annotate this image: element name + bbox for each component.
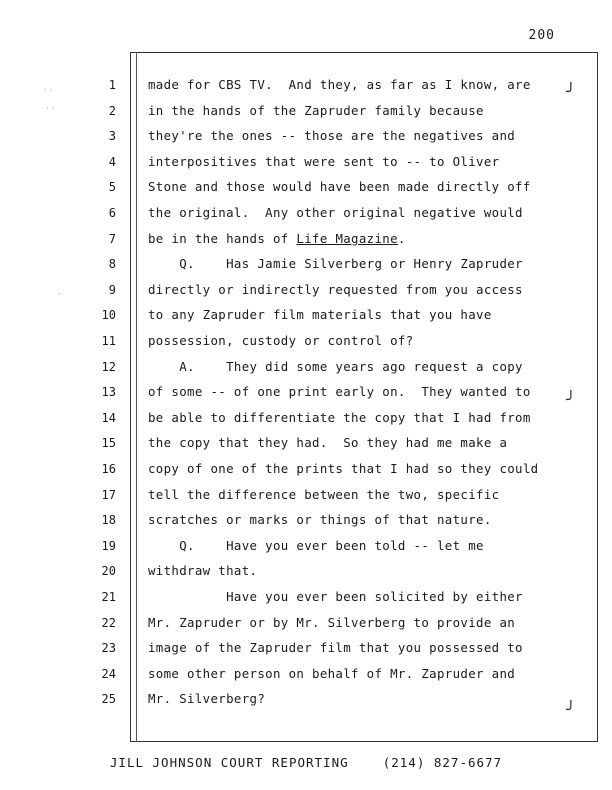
margin-check-icon: ╯ xyxy=(566,390,576,409)
line-number: 2 xyxy=(108,104,116,118)
scan-speck: · · xyxy=(44,86,53,96)
transcript-line: Mr. Silverberg? xyxy=(148,691,266,706)
transcript-line: to any Zapruder film materials that you have xyxy=(148,307,492,322)
transcript-line: directly or indirectly requested from you access xyxy=(148,282,523,297)
margin-check-icon: ╯ xyxy=(566,700,576,719)
transcript-line: the original. Any other original negative would xyxy=(148,205,523,220)
transcript-line: Mr. Zapruder or by Mr. Silverberg to provide an xyxy=(148,615,516,630)
line-number-rule xyxy=(136,52,137,742)
line-number: 17 xyxy=(101,488,116,502)
line-number: 24 xyxy=(101,667,116,681)
line-number: 14 xyxy=(101,411,116,425)
line-number: 23 xyxy=(101,641,116,655)
court-reporter-footer: JILL JOHNSON COURT REPORTING (214) 827-6677 xyxy=(109,755,503,770)
line-number: 11 xyxy=(101,334,116,348)
scan-speck: · xyxy=(58,290,61,300)
margin-check-icon: ╯ xyxy=(566,82,576,101)
transcript-line: tell the difference between the two, specific xyxy=(148,487,500,502)
transcript-line: image of the Zapruder film that you possessed to xyxy=(148,640,523,655)
transcript-line: the copy that they had. So they had me make a xyxy=(148,435,508,450)
line-number: 25 xyxy=(101,692,116,706)
transcript-line: Q. Have you ever been told -- let me xyxy=(148,538,484,553)
line-number: 13 xyxy=(101,385,116,399)
transcript-line-text: be in the hands of xyxy=(148,231,297,246)
line-number: 7 xyxy=(108,232,116,246)
transcript-line: be able to differentiate the copy that I had from xyxy=(148,410,531,425)
transcript-line xyxy=(148,231,406,246)
transcript-line: Have you ever been solicited by either xyxy=(148,589,523,604)
line-number: 5 xyxy=(108,180,116,194)
line-number: 6 xyxy=(108,206,116,220)
line-number: 22 xyxy=(101,616,116,630)
transcript-line: in the hands of the Zapruder family because xyxy=(148,103,484,118)
transcript-line: made for CBS TV. And they, as far as I know, are xyxy=(148,77,531,92)
line-number: 16 xyxy=(101,462,116,476)
line-number: 9 xyxy=(108,283,116,297)
line-number: 19 xyxy=(101,539,116,553)
transcript-line: scratches or marks or things of that nature. xyxy=(148,512,492,527)
transcript-line: Q. Has Jamie Silverberg or Henry Zapruder xyxy=(148,256,523,271)
line-number: 12 xyxy=(101,360,116,374)
transcript-line: they're the ones -- those are the negatives and xyxy=(148,128,516,143)
line-number: 20 xyxy=(101,564,116,578)
transcript-line: of some -- of one print early on. They wanted to xyxy=(148,384,531,399)
line-number: 3 xyxy=(108,129,116,143)
line-number: 15 xyxy=(101,436,116,450)
line-number: 18 xyxy=(101,513,116,527)
transcript-line-punctuation: . xyxy=(397,231,406,246)
transcript-line: withdraw that. xyxy=(148,563,258,578)
underlined-title: Life Magazine xyxy=(296,231,398,246)
scan-speck: · · xyxy=(46,104,55,114)
transcript-line: interpositives that were sent to -- to Oliver xyxy=(148,154,500,169)
line-number: 10 xyxy=(101,308,116,322)
line-number: 21 xyxy=(101,590,116,604)
page-number: 200 xyxy=(528,28,555,43)
transcript-line: A. They did some years ago request a copy xyxy=(148,359,523,374)
transcript-line: some other person on behalf of Mr. Zapruder and xyxy=(148,666,516,681)
transcript-line: possession, custody or control of? xyxy=(148,333,414,348)
line-number: 4 xyxy=(108,155,116,169)
line-number: 1 xyxy=(108,78,116,92)
transcript-line: copy of one of the prints that I had so they could xyxy=(148,461,539,476)
line-number: 8 xyxy=(108,257,116,271)
transcript-line: Stone and those would have been made directly off xyxy=(148,179,531,194)
